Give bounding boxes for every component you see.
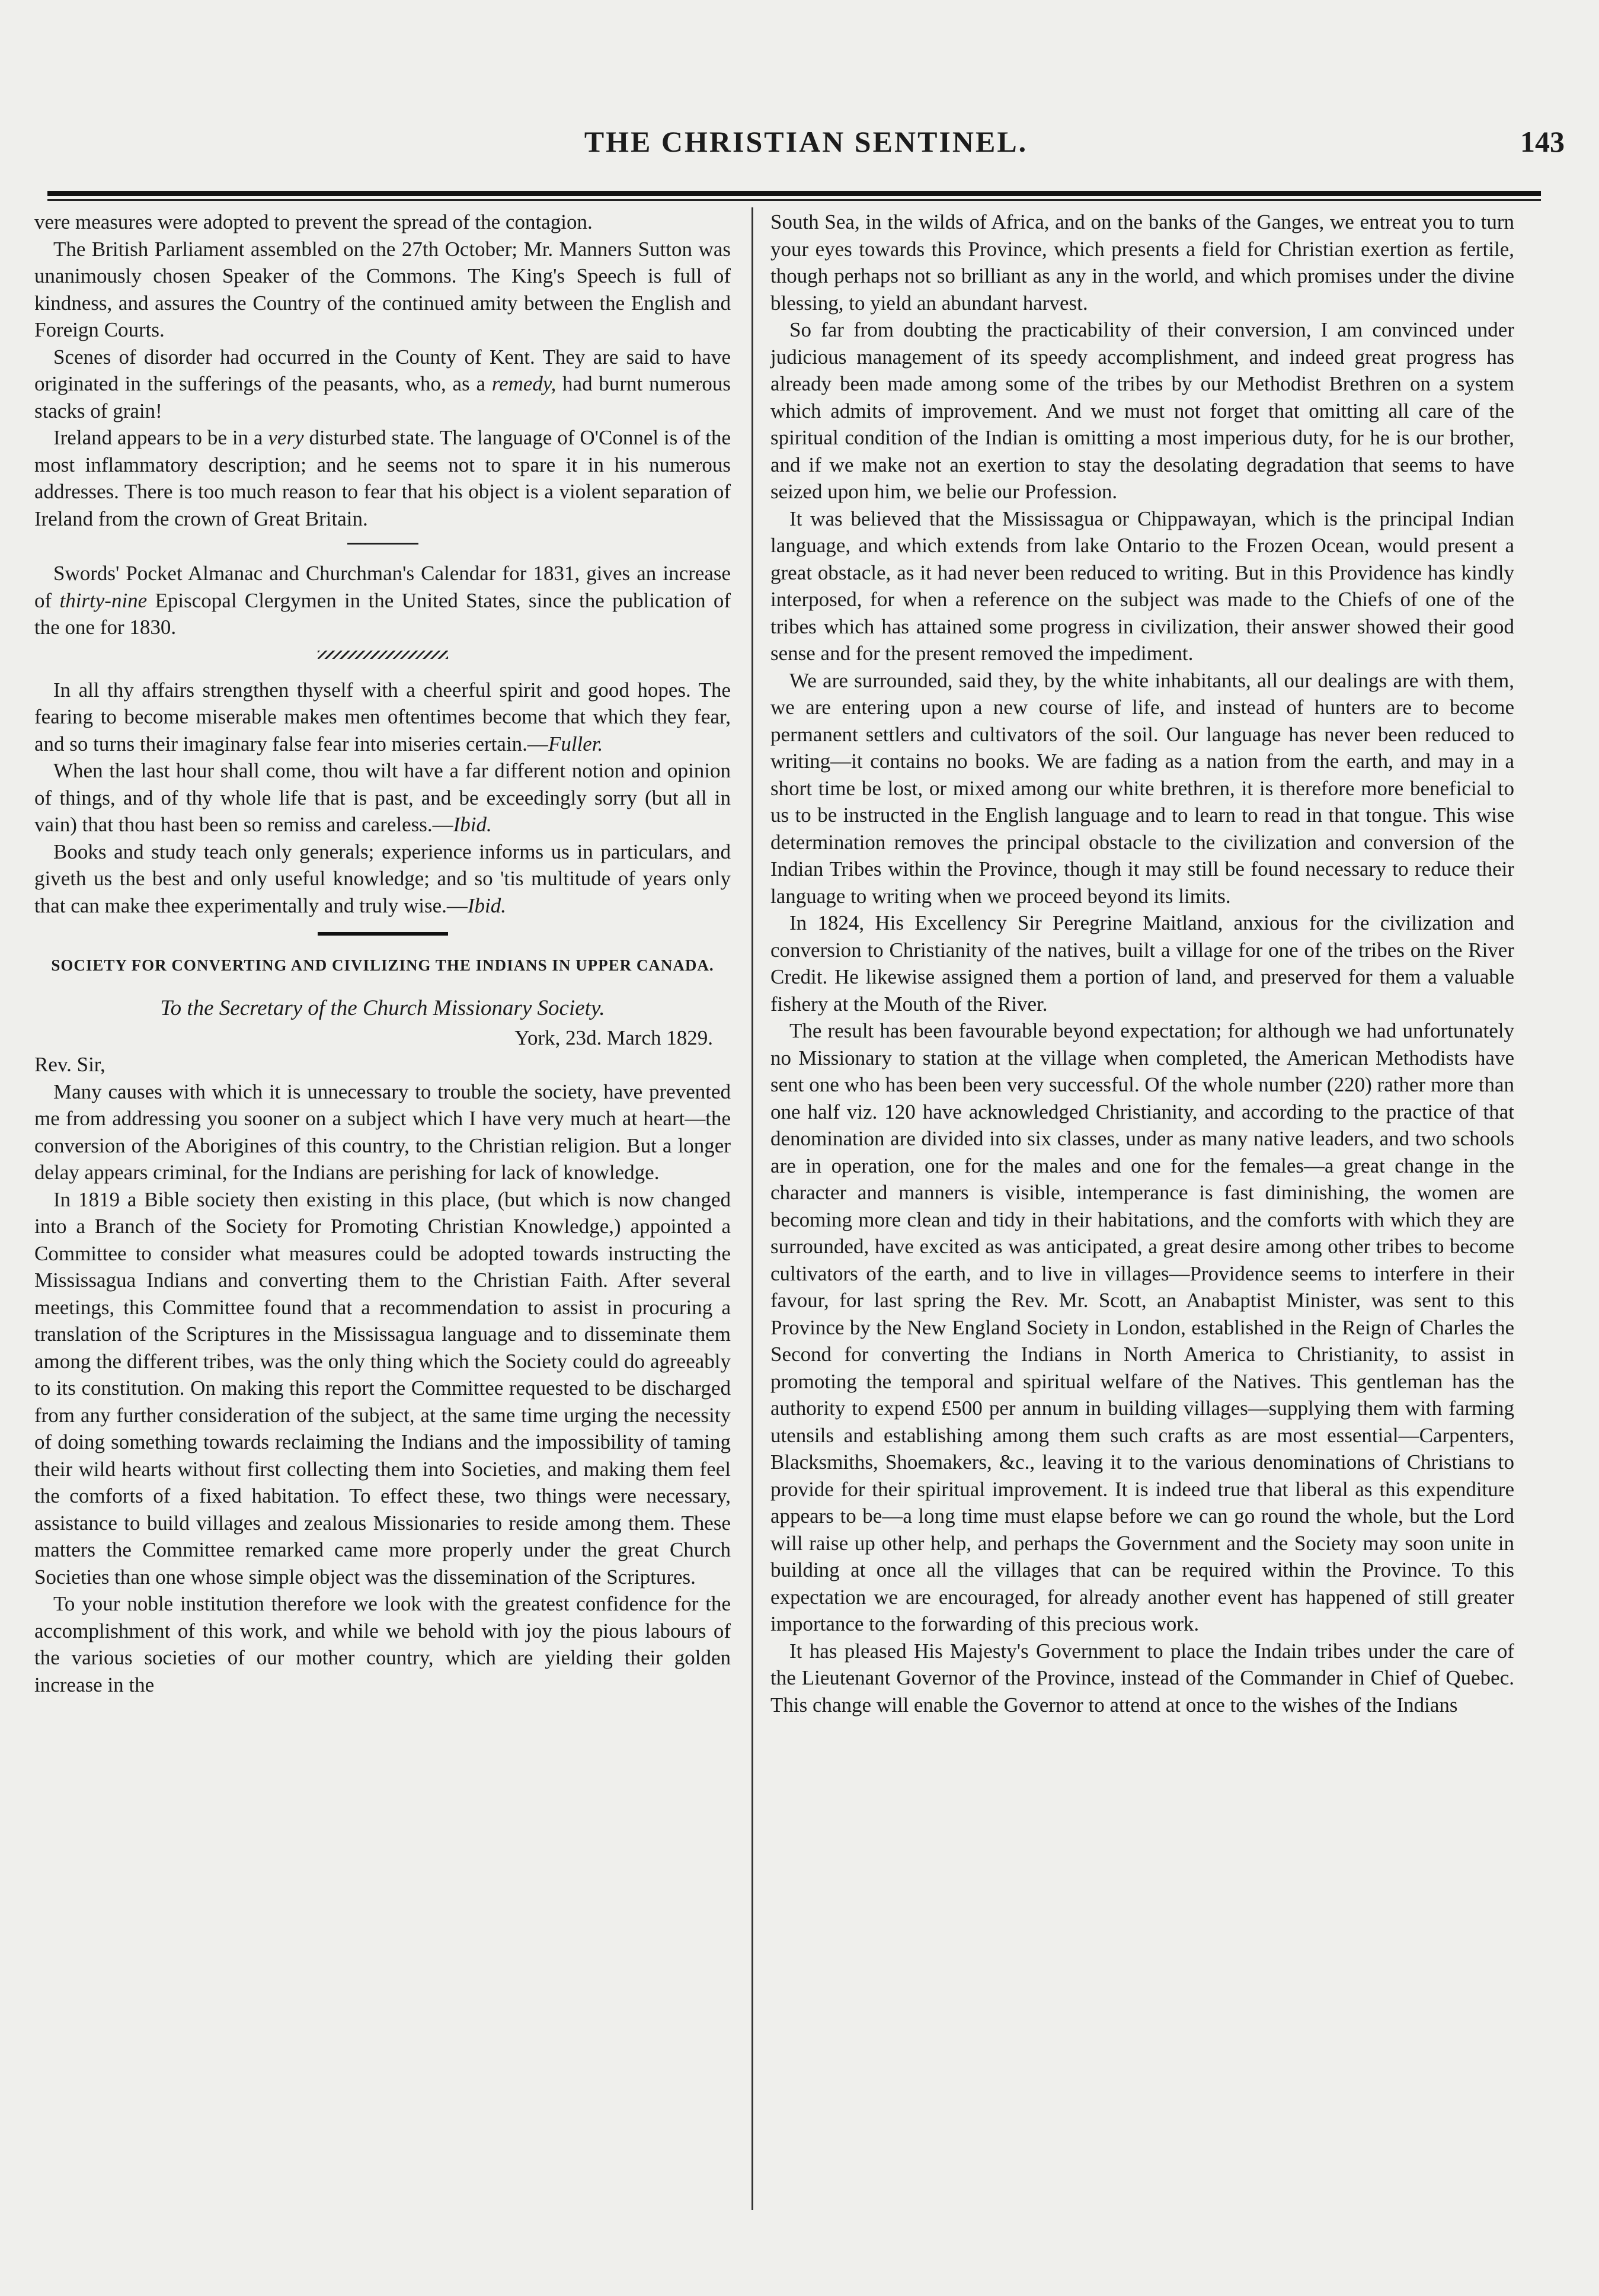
page-number: 143 — [1520, 125, 1565, 158]
quotation-ibid-1 — [34, 757, 731, 838]
letter-salutation: Rev. Sir, — [34, 1053, 105, 1076]
letter-paragraph-conversion: So far from doubting the practicability of their conversion, I am convinced under judicious management of its speedy accomplishment, and indeed great progress has already been made among some of the tribes by our Methodist Brethren on a system which admits of improvement. And we must not forget that omitting all care of the spiritual condition of the Indian is omitting a most imperious duty, for he is our brother, and if we make not an exertion to stay the desolating degradation that seems to have seized upon him, we belie our Profession. — [770, 318, 1514, 503]
text-run: Scenes of disorder had occurred in the County of Kent. They are said to have originated in the sufferings of the peasants, who, as a — [34, 345, 731, 395]
right-column — [770, 209, 1514, 1718]
text-run: disturbed state. The language of O'Connel is of the most inflammatory description; and he seems not to spare it in his numerous addresses. There is too much reason to fear that his object is a violent separation of Ireland from the crown of Great Britain. — [34, 426, 731, 530]
letter-paragraph-result: The result has been favourable beyond expectation; for although we had unfortunately no Missionary to station at the village when completed, the American Methodists have sent one who has been been very successful. Of the whole number (220) rather more than one half viz. 120 have acknowledged Christianity, and according to the practice of that denomination are divided into six classes, under as many native leaders, and two schools are in operation, one for the males and one for the females—a great change in the character and manners is visible, intemperance is fast diminishing, the women are becoming more clean and tidy in their habitations, and the comforts with which they are surrounded, have excited as was anticipated, a great desire among other tribes to become cultivators of the earth, and to live in villages—Providence seems to interfere in their favour, for last spring the Rev. Mr. Scott, an Anabaptist Minister, was sent to this Province by the New England Society in London, established in the Reign of Charles the Second for converting the Indians in North America to Christianity, to assist in promoting the temporal and spiritual welfare of the Natives. This gentleman has the authority to expend £500 per annum in building villages—supplying them with farming utensils and establishing among them such crafts as are most essential—Carpenters, Blacksmiths, Shoemakers, &c., leaving it to the various denominations of Christians to provide for their spiritual improvement. It is indeed true that liberal as this expenditure appears to be—a long time must elapse before we can go round the whole, but the Lord will raise up other help, and perhaps the Government and the Society may soon unite in building at once all the villages that can be required within the Province. To this expectation we are encouraged, for already another event has happened of still greater importance to the forwarding of this precious work. — [770, 1019, 1514, 1635]
quotation-text: When the last hour shall come, thou wilt have a far different notion and opinion of things, and of thy whole life that is past, and be exceedingly sorry (but all in vain) that thou hast been so remiss and careless.— — [34, 759, 731, 836]
letter-paragraph-1: Many causes with which it is unnecessary to trouble the society, have prevented me from addressing you sooner on a subject which I have very much at heart—the conversion of the Aborigines of this country, to the Christian religion. But a longer delay appears criminal, for the Indians are perishing for lack of knowledge. — [34, 1080, 731, 1184]
letter-paragraph-3: To your noble institution therefore we look with the greatest confidence for the accomplishment of this work, and while we behold with joy the pious labours of the various societies of our mother country, which are yielding their golden increase in the — [34, 1592, 731, 1696]
text-run: Swords' Pocket Almanac and Churchman's Calendar for 1831, gives an increase of — [34, 562, 731, 612]
news-paragraph-ireland — [34, 424, 731, 532]
quotation-ibid-2 — [34, 838, 731, 920]
ornamental-divider — [318, 651, 448, 659]
section-divider — [347, 543, 418, 545]
letter-dateline: York, 23d. March 1829. — [514, 1026, 713, 1049]
emphasis-text: very — [268, 426, 304, 449]
letter-paragraph-language: It was believed that the Mississagua or Chippawayan, which is the principal Indian language, and which extends from lake Ontario to the Frozen Ocean, would present a great obstacle, as it had never been reduced to writing. But in this Providence has kindly interposed, for when a reference on the subject was made to the Chiefs of one of the tribes which has attained some progress in civilization, their answer showed their good sense and for the present removed the impediment. — [770, 507, 1514, 665]
letter-paragraph-maitland: In 1824, His Excellency Sir Peregrine Maitland, anxious for the civilization and conversion to Christianity of the natives, built a village for one of the tribes on the River Credit. He likewise assigned them a portion of land, and preserved for them a valuable fishery at the Mouth of the River. — [770, 911, 1514, 1016]
section-divider-bold — [318, 932, 448, 936]
text-run: had burnt numerous stacks of grain! — [34, 372, 731, 422]
letter-paragraph-chiefs-answer: We are surrounded, said they, by the white inhabitants, all our dealings are with them, we are entering upon a new course of life, and instead of hunters are to become permanent settlers and cultivators of the soil. Our language has never been reduced to writing—it contains no books. We are fading as a nation from the earth, and may in a short time be lost, or mixed among our white brethren, it is therefore more beneficial to us to be instructed in the English language and to learn to read in that tongue. This wise determination removes the principal obstacle to the civilization and conversion of the Indian Tribes within the Province, though it may still be found necessary to reduce their language to writing when we proceed beyond its limits. — [770, 668, 1514, 908]
running-title: THE CHRISTIAN SENTINEL. — [584, 125, 1028, 158]
text-run: Episcopal Clergymen in the United States, since the publication of the one for 1830. — [34, 588, 731, 639]
quotation-text: Books and study teach only generals; experience informs us in particulars, and giveth us the best and only useful knowledge; and so 'tis multitude of years only that can make thee experimentally and truly wise.— — [34, 840, 731, 917]
news-paragraph-kent — [34, 344, 731, 425]
letter-paragraph-government: It has pleased His Majesty's Government to place the Indain tribes under the care of the Lieutenant Governor of the Province, instead of the Commander in Chief of Quebec. This change will enable the Governor to attend at once to the wishes of the Indians — [770, 1639, 1514, 1717]
quotation-fuller — [34, 677, 731, 758]
quotation-source: Fuller. — [548, 732, 603, 755]
letter-paragraph-2: In 1819 a Bible society then existing in this place, (but which is now changed into a Branch of the Society for Promoting Christian Knowledge,) appointed a Committee to consider what measures could be adopted towards instructing the Mississagua Indians and converting them to the Christian Faith. After several meetings, this Committee found that a recommendation to assist in procuring a translation of the Scriptures in the Mississagua language and to disseminate them among the different tribes, was the only thing which the Society could do agreeably to its constitution. On making this report the Committee requested to be discharged from any further consideration of the subject, at the same time urging the necessity of doing something towards reclaiming the Indians and the impossibility of taming their wild hearts without first collecting them into Societies, and making them feel the comforts of a fixed habitation. To effect these, two things were necessary, assistance to build villages and zealous Missionaries to reside among them. These matters the Committee remarked came more properly under the great Church Societies than one whose simple object was the dissemination of the Scriptures. — [34, 1187, 731, 1589]
left-column — [34, 209, 731, 1698]
quotation-source: Ibid. — [453, 813, 492, 836]
quotation-text: In all thy affairs strengthen thyself with a cheerful spirit and good hopes. The fearing to become miserable makes men oftentimes become that which they fear, and so turns their imaginary false fear into miseries certain.— — [34, 678, 731, 755]
letter-paragraph-continued: South Sea, in the wilds of Africa, and on the banks of the Ganges, we entreat you to turn your eyes towards this Province, which presents a field for Christian exertion as fertile, though perhaps not so brilliant as any in the world, and which promises under the divine blessing, to yield an abundant harvest. — [770, 210, 1514, 315]
column-divider — [751, 207, 753, 2210]
header-rule-thick — [47, 191, 1541, 196]
news-paragraph-almanac — [34, 560, 731, 641]
news-paragraph-parliament: The British Parliament assembled on the 27th October; Mr. Manners Sutton was unanimously chosen Speaker of the Commons. The King's Speech is full of kindness, and assures the Country of the continued amity between the English and Foreign Courts. — [34, 237, 731, 341]
letter-addressee: To the Secretary of the Church Missionary Society. — [160, 996, 605, 1020]
text-run: Ireland appears to be in a — [53, 426, 263, 449]
section-heading: SOCIETY FOR CONVERTING AND CIVILIZING THE INDIANS IN UPPER CANADA. — [51, 956, 714, 974]
emphasis-text: remedy, — [491, 372, 557, 395]
header-rule-thin — [47, 199, 1541, 201]
quotation-source: Ibid. — [467, 894, 506, 917]
running-head — [47, 124, 1565, 172]
news-paragraph-contagion: vere measures were adopted to prevent the spread of the contagion. — [34, 210, 593, 233]
emphasis-text: thirty-nine — [59, 588, 148, 612]
